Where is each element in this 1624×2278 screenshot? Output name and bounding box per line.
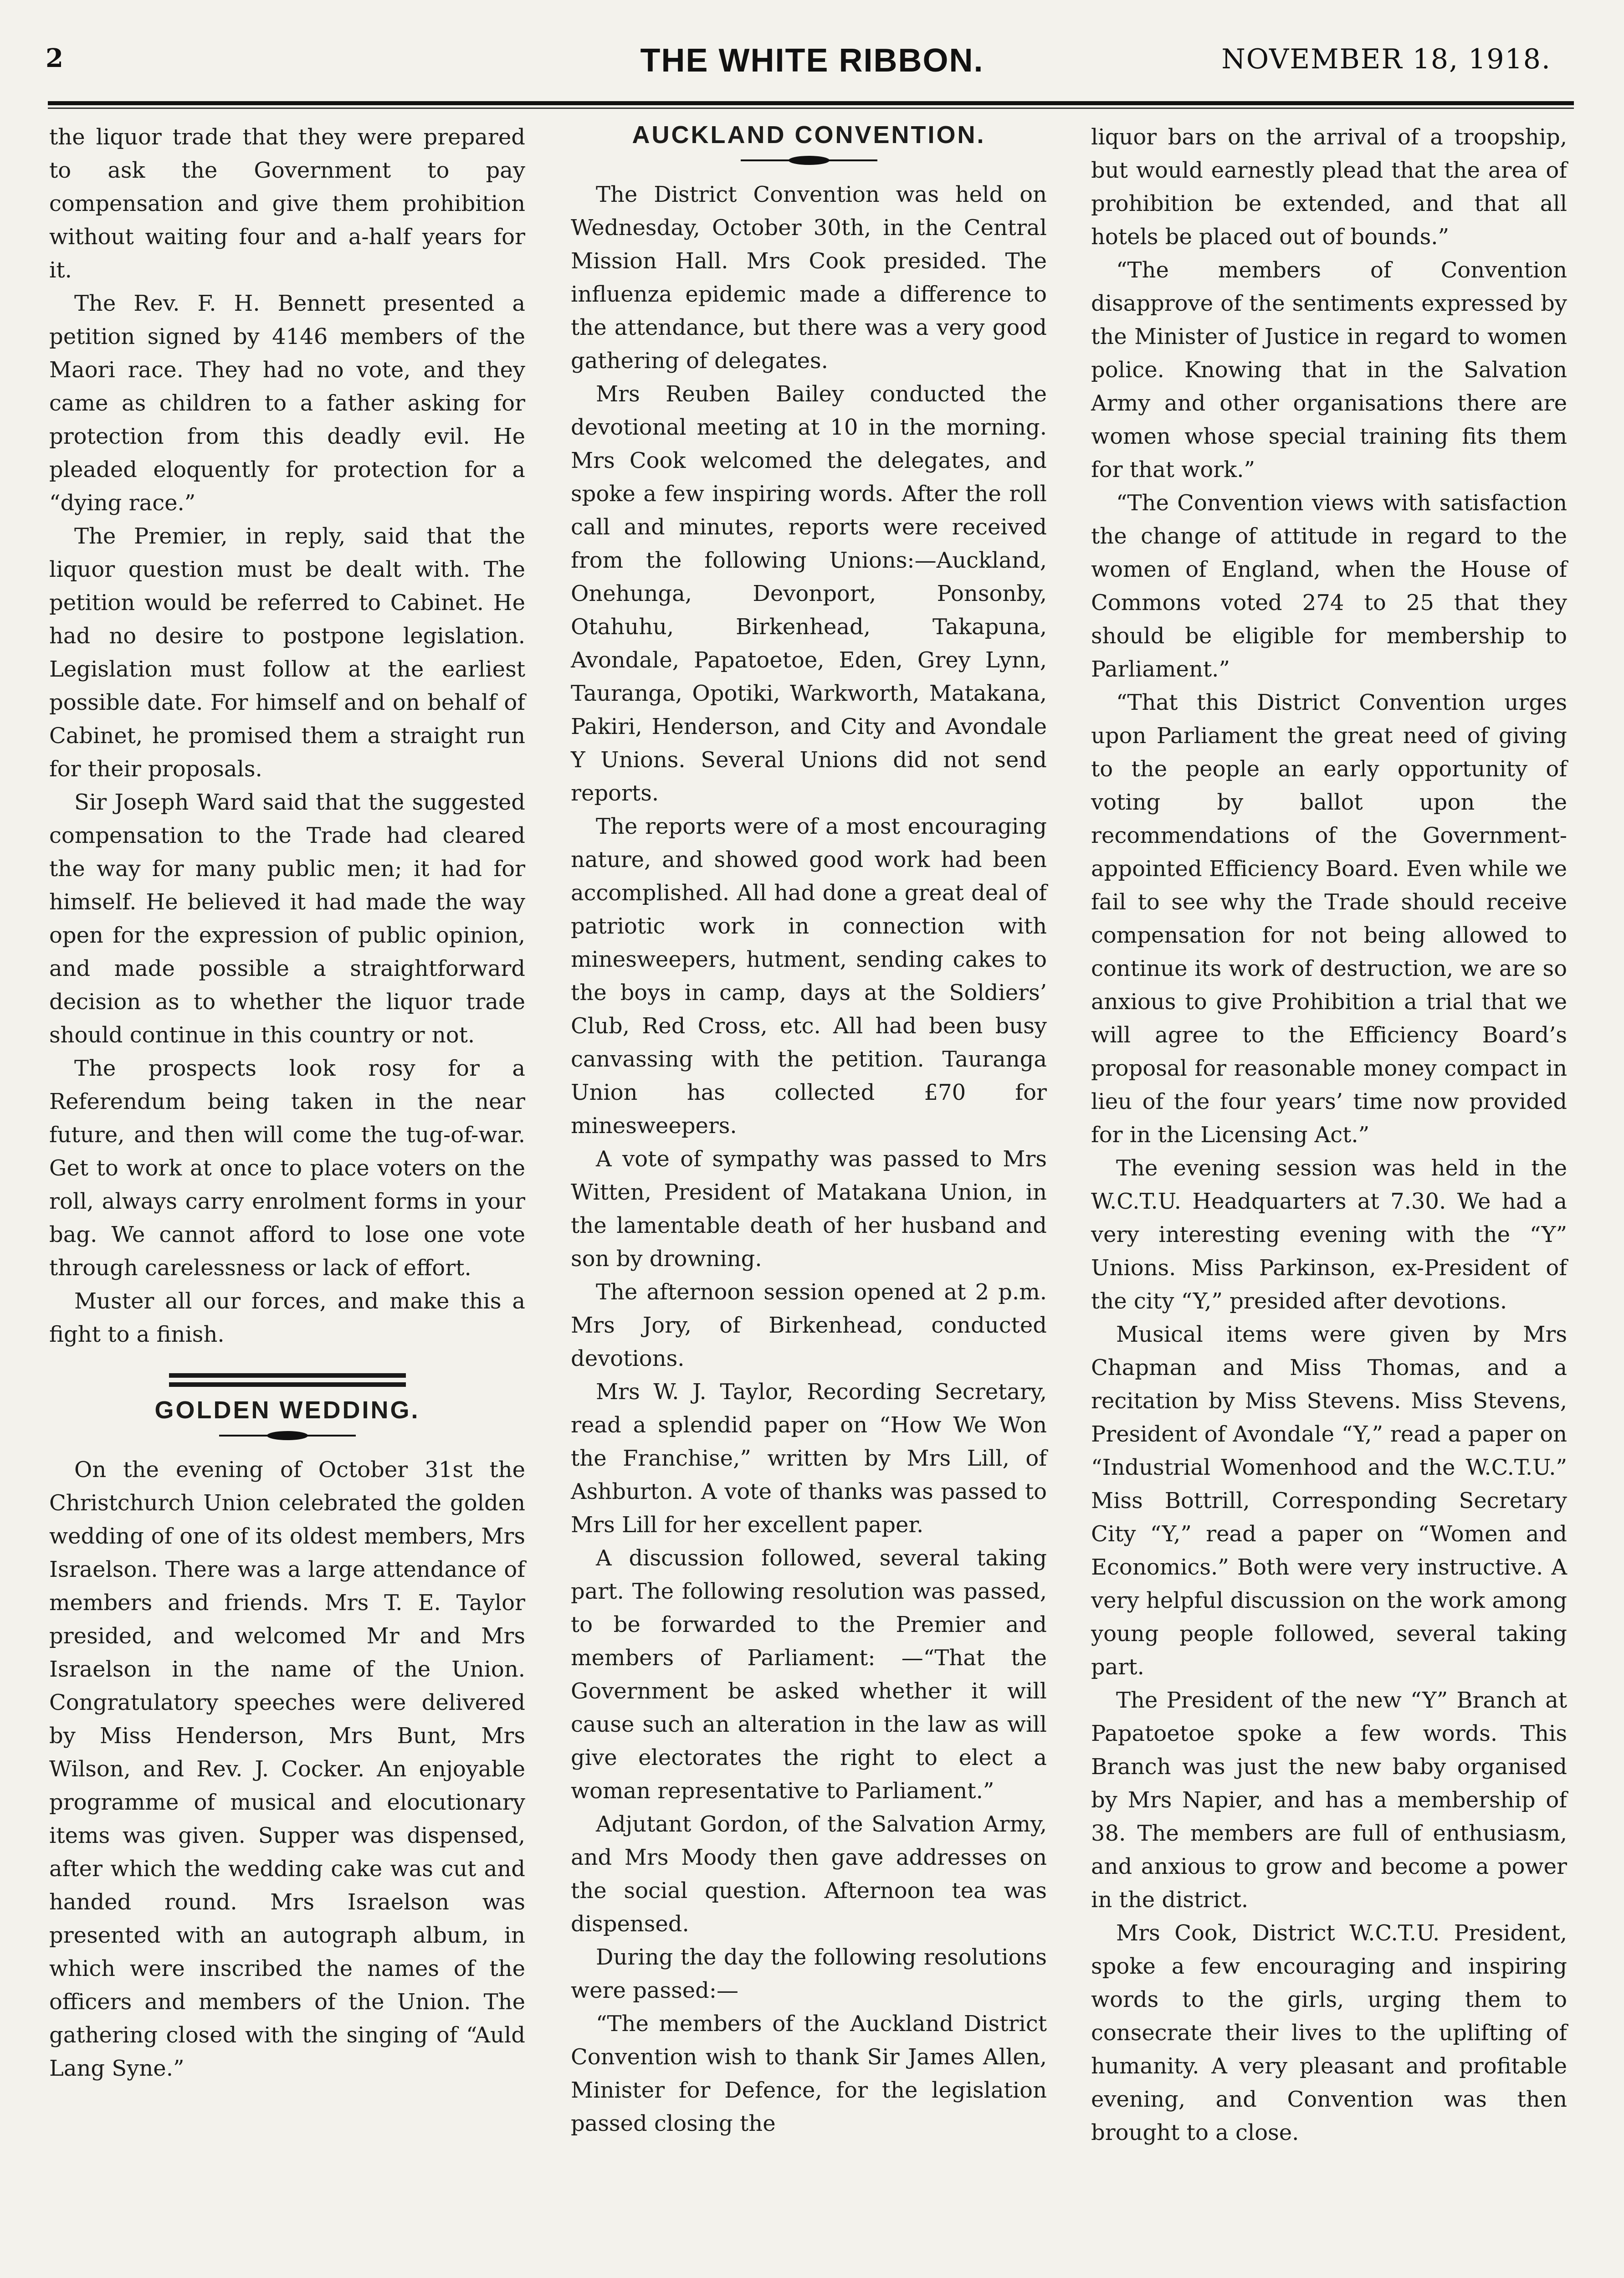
page-number: 2 bbox=[46, 43, 63, 73]
article-paragraph: “The Convention views with satisfaction the change of attitude in regard to the women of England, when the House of Commons voted 274 to 25 that they should be eligible for membership to Parliament.” bbox=[1091, 490, 1567, 682]
article-paragraph: The reports were of a most encouraging nature, and showed good work had been accomplished. All had done a great deal of patriotic work in connection with minesweepers, hutment, sending cakes to the boys in camp, days at the Soldiers’ Club, Red Cross, etc. All had been busy canvassing with the petition. Tauranga Union has collected £70 for minesweepers. bbox=[571, 814, 1047, 1139]
article-paragraph: A vote of sympathy was passed to Mrs Witten, President of Matakana Union, in the lamentable death of her husband and son by drowning. bbox=[571, 1146, 1047, 1272]
column-1 bbox=[49, 121, 525, 2085]
header-rule-thin bbox=[48, 108, 1574, 109]
article-paragraph: The evening session was held in the W.C.T.U. Headquarters at 7.30. We had a very interesting evening with the “Y” Unions. Miss Parkinson, ex-President of the city “Y,” presided after devotions. bbox=[1091, 1155, 1567, 1314]
article-paragraph: The President of the new “Y” Branch at Papatoetoe spoke a few words. This Branch was just the new baby organised by Mrs Napier, and has a membership of 38. The members are full of enthusiasm, and anxious to grow and become a power in the district. bbox=[1091, 1688, 1567, 1913]
article-paragraph: Sir Joseph Ward said that the suggested compensation to the Trade had cleared the way for many public men; it had for himself. He believed it had made the way open for the expression of public opinion, and made possible a straightforward decision as to whether the liquor trade should continue in this country or not. bbox=[49, 790, 525, 1048]
article-paragraph: The Premier, in reply, said that the liquor question must be dealt with. The petition would be referred to Cabinet. He had no desire to postpone legislation. Legislation must follow at the earliest possible date. For himself and on behalf of Cabinet, he promised them a straight run for their proposals. bbox=[49, 523, 525, 782]
golden-wedding-title: GOLDEN WEDDING. bbox=[154, 1396, 420, 1424]
article-paragraph: Mrs Cook, District W.C.T.U. President, spoke a few encouraging and inspiring words to the girls, urging them to consecrate their lives to the uplifting of humanity. A very pleasant and profitable evening, and Convention was then brought to a close. bbox=[1091, 1920, 1567, 2145]
article-paragraph: On the evening of October 31st the Christchurch Union celebrated the golden wedding of one of its oldest members, Mrs Israelson. There was a large attendance of members and friends. Mrs T. E. Taylor presided, and welcomed Mr and Mrs Israelson in the name of the Union. Congratulatory speeches were delivered by Miss Henderson, Mrs Bunt, Mrs Wilson, and Rev. J. Cocker. An enjoyable programme of musical and elocutionary items was given. Supper was dispensed, after which the wedding cake was cut and handed round. Mrs Israelson was presented with an autograph album, in which were inscribed the names of the officers and members of the Union. The gathering closed with the singing of “Auld Lang Syne.” bbox=[49, 1457, 525, 2081]
article-paragraph: Muster all our forces, and make this a fight to a finish. bbox=[49, 1288, 525, 1347]
auckland-convention-title: AUCKLAND CONVENTION. bbox=[632, 121, 986, 149]
column-3 bbox=[1091, 121, 1567, 2150]
article-paragraph: The Rev. F. H. Bennett presented a petition signed by 4146 members of the Maori race. They had no vote, and they came as children to a father asking for protection from this deadly evil. He pleaded eloquently for protection for a “dying race.” bbox=[49, 291, 525, 516]
article-paragraph: “The members of Convention disapprove of the sentiments expressed by the Minister of Justice in regard to women police. Knowing that in the Salvation Army and other organisations there are women whose special training fits them for that work.” bbox=[1091, 257, 1567, 482]
article-paragraph: the liquor trade that they were prepared to ask the Government to pay compensation and give them prohibition without waiting four and a-half years for it. bbox=[49, 124, 525, 283]
article-paragraph: A discussion followed, several taking part. The following resolution was passed, to be forwarded to the Premier and members of Parliament: —“That the Government be asked whether it will cause such an alteration in the law as will give electorates the right to elect a woman representative to Parliament.” bbox=[571, 1545, 1047, 1804]
issue-date: NOVEMBER 18, 1918. bbox=[1221, 43, 1551, 75]
article-paragraph: Mrs W. J. Taylor, Recording Secretary, read a splendid paper on “How We Won the Franchise,” written by Mrs Lill, of Ashburton. A vote of thanks was passed to Mrs Lill for her excellent paper. bbox=[571, 1379, 1047, 1538]
masthead-title: THE WHITE RIBBON. bbox=[640, 42, 984, 79]
title-ornament bbox=[49, 1428, 525, 1443]
article-paragraph: The District Convention was held on Wednesday, October 30th, in the Central Mission Hall. Mrs Cook presided. The influenza epidemic made a difference to the attendance, but there was a very good gathering of delegates. bbox=[571, 182, 1047, 374]
header-rule bbox=[48, 101, 1574, 105]
article-paragraph: The prospects look rosy for a Referendum being taken in the near future, and then will come the tug-of-war. Get to work at once to place voters on the roll, always carry enrolment forms in your bag. We cannot afford to lose one vote through carelessness or lack of effort. bbox=[49, 1056, 525, 1281]
article-paragraph: “That this District Convention urges upon Parliament the great need of giving to the people an early opportunity of voting by ballot upon the recommendations of the Government-appointed Efficiency Board. Even while we fail to see why the Trade should receive compensation for not being allowed to continue its work of destruction, we are so anxious to give Prohibition a trial that we will agree to the Efficiency Board’s proposal for reasonable money compact in lieu of the four years’ time now provided for in the Licensing Act.” bbox=[1091, 690, 1567, 1148]
article-paragraph: The afternoon session opened at 2 p.m. Mrs Jory, of Birkenhead, conducted devotions. bbox=[571, 1279, 1047, 1371]
section-divider bbox=[169, 1373, 406, 1387]
article-paragraph: Adjutant Gordon, of the Salvation Army, and Mrs Moody then gave addresses on the social question. Afternoon tea was dispensed. bbox=[571, 1811, 1047, 1937]
column-2 bbox=[571, 121, 1047, 2140]
article-paragraph: “The members of the Auckland District Convention wish to thank Sir James Allen, Minister for Defence, for the legislation passed closing the bbox=[571, 2011, 1047, 2136]
article-paragraph: During the day the following resolutions were passed:— bbox=[571, 1945, 1047, 2003]
article-paragraph: Mrs Reuben Bailey conducted the devotional meeting at 10 in the morning. Mrs Cook welcomed the delegates, and spoke a few inspiring words. After the roll call and minutes, reports were received from the following Unions:—Auckland, Onehunga, Devonport, Ponsonby, Otahuhu, Birkenhead, Takapuna, Avondale, Papatoetoe, Eden, Grey Lynn, Tauranga, Opotiki, Warkworth, Matakana, Pakiri, Henderson, and City and Avondale Y Unions. Several Unions did not send reports. bbox=[571, 381, 1047, 806]
title-ornament bbox=[571, 153, 1047, 168]
article-paragraph: Musical items were given by Mrs Chapman and Miss Thomas, and a recitation by Miss Stevens. Miss Stevens, President of Avondale “Y,” read a paper on “Industrial Womenhood and the W.C.T.U.” Miss Bottrill, Corresponding Secretary City “Y,” read a paper on “Women and Economics.” Both were very instructive. A very helpful discussion on the work among young people followed, several taking part. bbox=[1091, 1322, 1567, 1680]
article-paragraph: liquor bars on the arrival of a troopship, but would earnestly plead that the area of prohibition be extended, and that all hotels be placed out of bounds.” bbox=[1091, 124, 1567, 250]
